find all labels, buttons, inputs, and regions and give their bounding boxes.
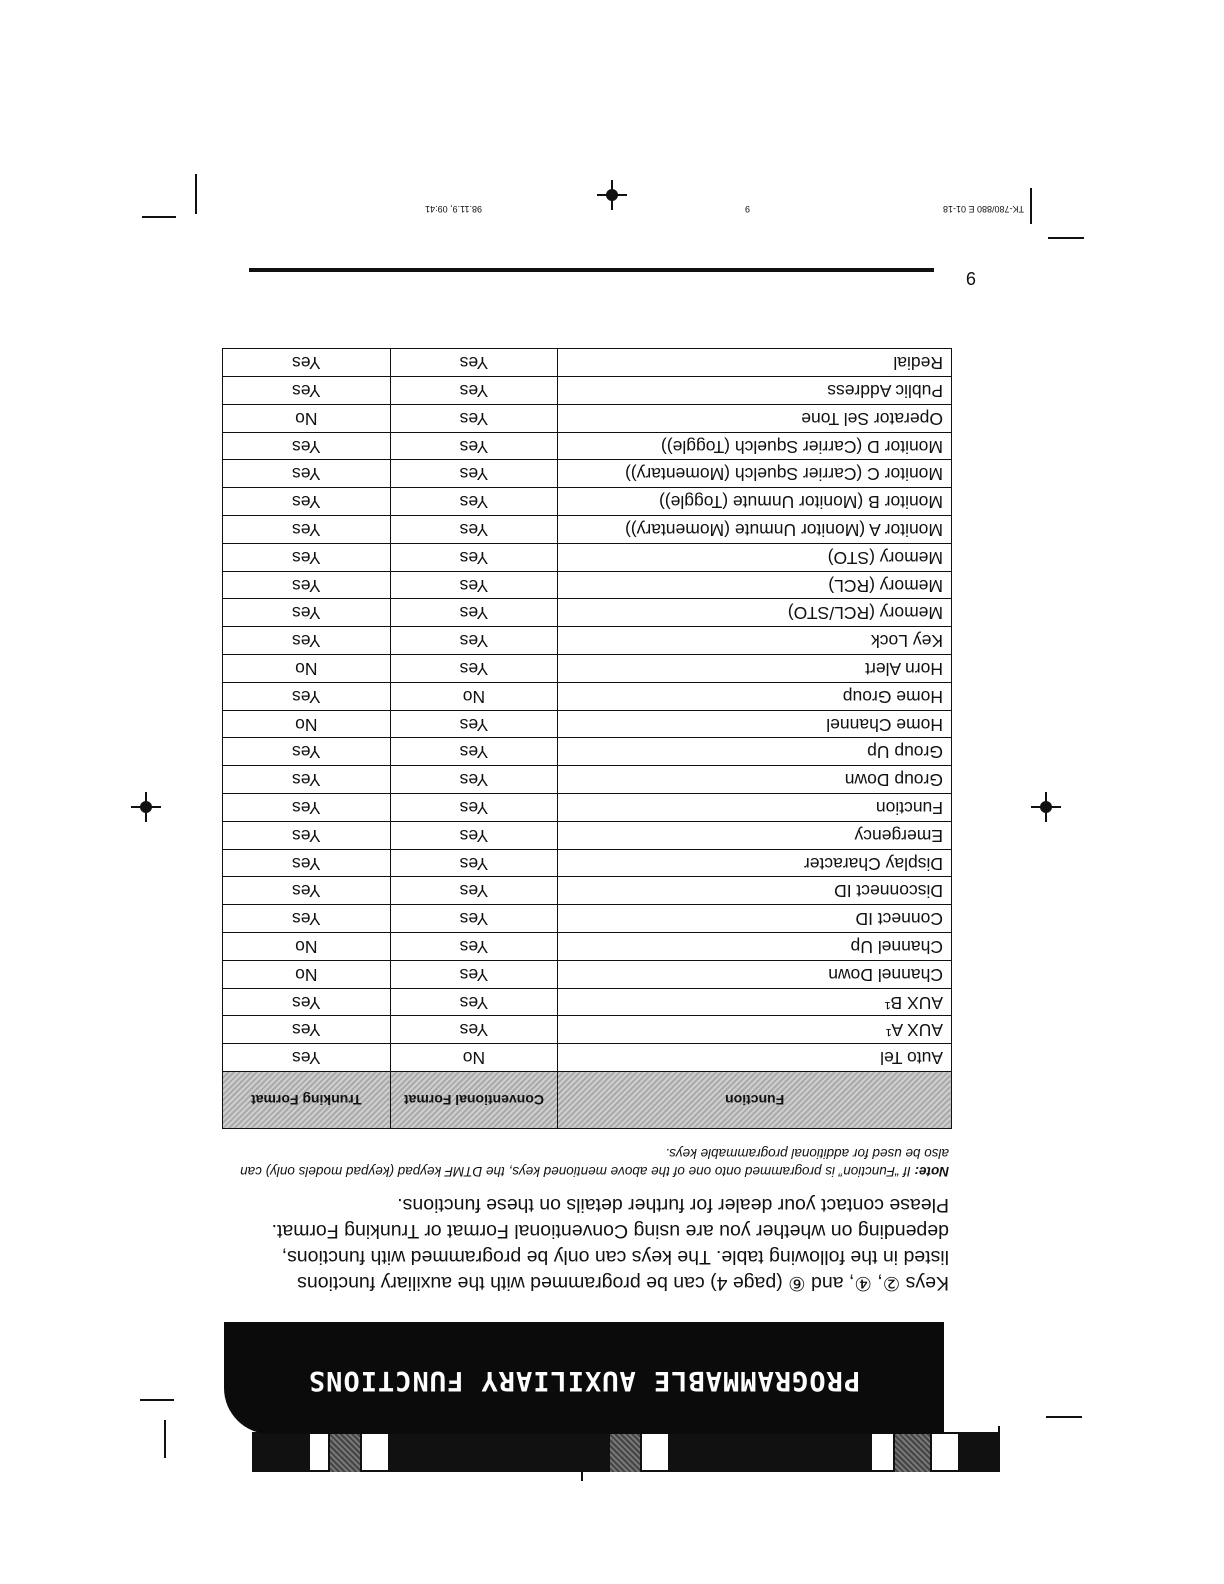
cell-trunking: Yes xyxy=(223,738,391,766)
cell-function: AUX B¹ xyxy=(558,988,952,1016)
intro-paragraph: Keys ②, ④, and ⑥ (page 4) can be programmed with the auxiliary functions listed in the following table. The keys can only be programmed with functions, depending on whether you are using Conventional Format or Trunking Format. Please contact your dealer for further details on these functions. xyxy=(271,1194,949,1294)
cell-function: Home Group xyxy=(558,682,952,710)
section-title: PROGRAMMABLE AUXILIARY FUNCTIONS xyxy=(307,1365,861,1396)
cell-conventional: Yes xyxy=(390,349,558,377)
cell-conventional: Yes xyxy=(390,404,558,432)
cell-function: Monitor A (Monitor Unmute (Momentary)) xyxy=(558,516,952,544)
cell-conventional: Yes xyxy=(390,849,558,877)
page-number: 9 xyxy=(965,268,976,288)
cell-trunking: Yes xyxy=(223,627,391,655)
cell-conventional: Yes xyxy=(390,488,558,516)
footer-date: 98.11.9, 09:41 xyxy=(425,204,482,214)
cell-conventional: Yes xyxy=(390,1016,558,1044)
cell-conventional: Yes xyxy=(390,599,558,627)
cell-conventional: Yes xyxy=(390,877,558,905)
table-header-row xyxy=(223,1072,952,1129)
cell-function: Public Address xyxy=(558,377,952,405)
registration-mark-icon xyxy=(567,1451,597,1481)
cell-function: Connect ID xyxy=(558,905,952,933)
note-paragraph xyxy=(239,1144,949,1180)
cell-function: Group Down xyxy=(558,766,952,794)
cell-conventional: Yes xyxy=(390,794,558,822)
cell-function: AUX A¹ xyxy=(558,1016,952,1044)
strip-block xyxy=(360,1432,390,1472)
cell-function: Memory (RCL/STO) xyxy=(558,599,952,627)
cell-trunking: Yes xyxy=(223,516,391,544)
table-row xyxy=(223,988,952,1016)
cell-conventional: Yes xyxy=(390,766,558,794)
cell-conventional: Yes xyxy=(390,516,558,544)
table-row xyxy=(223,377,952,405)
table-row xyxy=(223,349,952,377)
cell-function: Monitor B (Monitor Unmute (Toggle)) xyxy=(558,488,952,516)
cell-function: Group Up xyxy=(558,738,952,766)
printer-color-strip xyxy=(200,1432,1000,1472)
strip-block xyxy=(870,1432,895,1472)
cell-conventional: No xyxy=(390,682,558,710)
cell-trunking: No xyxy=(223,933,391,961)
table-body xyxy=(223,349,952,1072)
cell-function: Emergency xyxy=(558,821,952,849)
cell-trunking: No xyxy=(223,710,391,738)
cell-trunking: Yes xyxy=(223,349,391,377)
table-row xyxy=(223,794,952,822)
table-row xyxy=(223,655,952,683)
cell-function: Memory (RCL) xyxy=(558,571,952,599)
cell-function: Operator Sel Tone xyxy=(558,404,952,432)
crop-mark xyxy=(142,216,176,218)
note-text: If “Function” is programmed onto one of the above mentioned keys, the DTMF keypad (keypad models only) can also be used for additional programmable keys. xyxy=(240,1146,949,1179)
strip-block xyxy=(330,1432,360,1472)
table-row xyxy=(223,682,952,710)
cell-trunking: Yes xyxy=(223,988,391,1016)
cell-conventional: Yes xyxy=(390,432,558,460)
table-row xyxy=(223,516,952,544)
table-row xyxy=(223,821,952,849)
table-row xyxy=(223,933,952,961)
table-row xyxy=(223,1044,952,1072)
cell-trunking: Yes xyxy=(223,377,391,405)
cell-conventional: Yes xyxy=(390,571,558,599)
crop-mark xyxy=(164,1420,166,1458)
cell-function: Display Character xyxy=(558,849,952,877)
crop-mark xyxy=(1030,188,1032,224)
cell-trunking: Yes xyxy=(223,432,391,460)
table-row xyxy=(223,627,952,655)
table-row xyxy=(223,460,952,488)
strip-block xyxy=(895,1432,930,1472)
strip-block xyxy=(960,1432,1000,1472)
table-row xyxy=(223,543,952,571)
table-row xyxy=(223,877,952,905)
crop-mark xyxy=(1048,237,1084,239)
table-row xyxy=(223,960,952,988)
cell-function: Key Lock xyxy=(558,627,952,655)
note-label: Note: xyxy=(914,1164,949,1179)
registration-mark-icon xyxy=(597,180,627,210)
cell-trunking: Yes xyxy=(223,821,391,849)
cell-function: Home Channel xyxy=(558,710,952,738)
page-rule xyxy=(249,268,934,272)
strip-block xyxy=(670,1432,870,1472)
cell-trunking: Yes xyxy=(223,488,391,516)
crop-mark xyxy=(195,174,197,214)
cell-function: Redial xyxy=(558,349,952,377)
table-row xyxy=(223,766,952,794)
cell-trunking: Yes xyxy=(223,1044,391,1072)
cell-function: Disconnect ID xyxy=(558,877,952,905)
header-function: Function xyxy=(558,1072,952,1129)
cell-trunking: Yes xyxy=(223,571,391,599)
cell-function: Function xyxy=(558,794,952,822)
strip-block xyxy=(640,1432,670,1472)
cell-function: Monitor D (Carrier Squelch (Toggle)) xyxy=(558,432,952,460)
cell-conventional: Yes xyxy=(390,377,558,405)
cell-trunking: Yes xyxy=(223,766,391,794)
crop-mark xyxy=(1046,1416,1082,1418)
header-trunking: Trunking Format xyxy=(223,1072,391,1129)
table-row xyxy=(223,1016,952,1044)
table-row xyxy=(223,599,952,627)
cell-trunking: Yes xyxy=(223,599,391,627)
table-row xyxy=(223,738,952,766)
cell-trunking: Yes xyxy=(223,877,391,905)
cell-trunking: Yes xyxy=(223,849,391,877)
cell-conventional: Yes xyxy=(390,710,558,738)
cell-trunking: No xyxy=(223,960,391,988)
crop-mark xyxy=(998,1426,1000,1464)
cell-conventional: Yes xyxy=(390,905,558,933)
cell-trunking: Yes xyxy=(223,543,391,571)
footer-file: TK-780/880 E 01-18 xyxy=(942,204,1024,214)
cell-trunking: Yes xyxy=(223,682,391,710)
table-row xyxy=(223,905,952,933)
cell-trunking: Yes xyxy=(223,794,391,822)
table-row xyxy=(223,404,952,432)
section-banner xyxy=(224,1322,944,1434)
cell-trunking: Yes xyxy=(223,905,391,933)
cell-trunking: No xyxy=(223,404,391,432)
registration-mark-icon xyxy=(131,792,161,822)
footer-page: 9 xyxy=(744,204,750,214)
cell-conventional: Yes xyxy=(390,821,558,849)
cell-conventional: Yes xyxy=(390,655,558,683)
table-row xyxy=(223,432,952,460)
cell-conventional: Yes xyxy=(390,960,558,988)
cell-trunking: Yes xyxy=(223,1016,391,1044)
crop-mark xyxy=(140,1399,174,1401)
table-row xyxy=(223,710,952,738)
strip-block xyxy=(610,1432,640,1472)
registration-mark-icon xyxy=(1031,792,1061,822)
strip-block xyxy=(308,1432,330,1472)
cell-conventional: Yes xyxy=(390,933,558,961)
cell-function: Auto Tel xyxy=(558,1044,952,1072)
header-conventional: Conventional Format xyxy=(390,1072,558,1129)
strip-block xyxy=(252,1432,308,1472)
cell-function: Channel Up xyxy=(558,933,952,961)
cell-function: Horn Alert xyxy=(558,655,952,683)
table-row xyxy=(223,488,952,516)
cell-conventional: No xyxy=(390,1044,558,1072)
cell-function: Monitor C (Carrier Squelch (Momentary)) xyxy=(558,460,952,488)
strip-block xyxy=(930,1432,960,1472)
table-row xyxy=(223,571,952,599)
cell-conventional: Yes xyxy=(390,738,558,766)
cell-function: Channel Down xyxy=(558,960,952,988)
cell-conventional: Yes xyxy=(390,460,558,488)
cell-trunking: No xyxy=(223,655,391,683)
cell-conventional: Yes xyxy=(390,627,558,655)
cell-function: Memory (STO) xyxy=(558,543,952,571)
cell-conventional: Yes xyxy=(390,988,558,1016)
functions-table xyxy=(222,348,952,1129)
table-row xyxy=(223,849,952,877)
cell-trunking: Yes xyxy=(223,460,391,488)
cell-conventional: Yes xyxy=(390,543,558,571)
